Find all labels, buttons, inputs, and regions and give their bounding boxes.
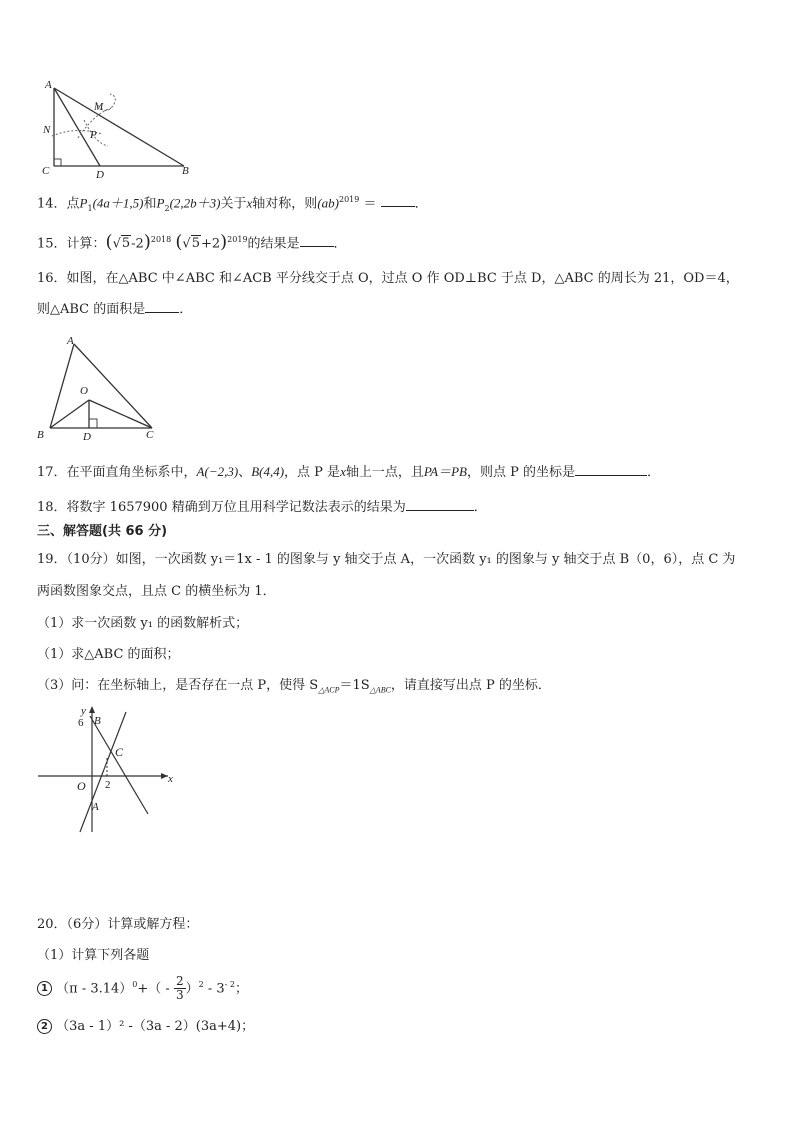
q15-term-1: -2: [131, 236, 144, 252]
q20-e1-c: +（ -: [137, 981, 170, 997]
q14-p2-coord: (2,2b＋3): [169, 195, 221, 211]
fig2-label-a: A: [67, 335, 74, 347]
question-19-line-1: 19．（10分）如图，一次函数 y₁＝1x - 1 的图象与 y 轴交于点 A，一次函数 y₁ 的图象与 y 轴交于点 B（0，6），点 C 为: [37, 552, 736, 567]
answer-blank: [381, 194, 415, 207]
fig3-label-six: 6: [78, 717, 84, 729]
fig1-label-p: P: [90, 129, 97, 141]
q14-end: ．: [414, 196, 428, 212]
q17-point-b: B(4,4): [251, 464, 285, 479]
fig3-label-b: B: [94, 715, 101, 727]
question-18: [37, 498, 487, 518]
fig3-label-y: y: [81, 705, 86, 717]
question-19-line-2: 两函数图象交点，且点 C 的横坐标为 1．: [37, 584, 276, 599]
q16-text: 则△ABC 的面积是: [37, 302, 146, 317]
q14-x: x: [246, 195, 253, 211]
q17-text-a: 17．在平面直角坐标系中，: [37, 465, 197, 480]
q20-e1-b: 0: [132, 980, 138, 989]
q14-p2: P: [156, 195, 165, 211]
circled-number-2: 2: [37, 1019, 52, 1034]
fraction-denominator: 3: [175, 988, 184, 1003]
q19-p3-a: （3）问：在坐标轴上，是否存在一点 P，使得 S: [37, 678, 319, 693]
answer-blank: [145, 300, 179, 313]
q17-sep: 、: [238, 465, 252, 480]
q14-ab: (ab): [317, 195, 339, 211]
q20-e1-g: - 2: [224, 980, 235, 989]
q15-radicand-2: 5: [191, 236, 200, 252]
answer-blank: [300, 234, 334, 247]
fig1-label-n: N: [43, 124, 51, 136]
q17-equation: PA＝PB: [423, 464, 467, 479]
fig3-label-a: A: [92, 801, 99, 813]
circled-number-1: 1: [37, 981, 52, 996]
fig1-label-a: A: [45, 79, 52, 91]
question-20-line-1: 20．（6分）计算或解方程：: [37, 917, 199, 932]
question-19-part-1: （1）求一次函数 y₁ 的函数解析式；: [37, 616, 249, 631]
question-16-line-1: 16．如图，在△ABC 中∠ABC 和∠ACB 平分线交于点 O，过点 O 作 OD⊥BC 于点 D，△ABC 的周长为 21，OD＝4，: [37, 271, 739, 286]
fig2-label-o: O: [80, 385, 88, 397]
q14-p1-coord: (4a＋1,5): [92, 195, 144, 211]
q16-end: ．: [179, 302, 193, 317]
q17-end: ．: [646, 465, 660, 480]
q17-text-c: 轴上一点，且: [345, 465, 424, 480]
q20-e1-f: - 3: [203, 981, 225, 997]
q15-number: 15．计算：: [37, 236, 106, 252]
fig1-label-b: B: [182, 165, 189, 177]
q20-e1-a: （π - 3.14）: [56, 981, 133, 997]
q20-e1-d: ）: [185, 981, 199, 997]
fig1-label-d: D: [96, 169, 104, 180]
answer-blank: [575, 463, 647, 476]
q14-exp: 2019: [338, 195, 360, 204]
question-19-part-2: （1）求△ABC 的面积；: [37, 647, 180, 662]
q17-text-d: ，则点 P 的坐标是: [466, 465, 575, 480]
fig1-label-c: C: [42, 165, 50, 177]
question-17: [37, 462, 660, 483]
q18-end: ．: [473, 500, 487, 515]
question-16-line-2: [37, 300, 192, 320]
q15-exp-1: 2018: [150, 235, 172, 244]
q14-eq: ＝: [363, 196, 377, 212]
q19-p3-sub2: △ABC: [369, 685, 391, 695]
q20-e1-e: 2: [198, 980, 204, 989]
triangle-construction-figure: [36, 78, 196, 180]
fig2-label-c: C: [146, 429, 154, 441]
q14-number: 14．点: [37, 196, 80, 212]
q14-p1-sub: 1: [87, 203, 93, 213]
q15-tail: 的结果是: [247, 236, 300, 252]
fig1-label-m: M: [94, 101, 104, 113]
q15-end: ．: [333, 236, 347, 252]
fig2-label-b: B: [37, 429, 44, 441]
q14-mid: 关于: [220, 196, 247, 212]
fig2-label-d: D: [83, 431, 91, 443]
q19-p3-b: ＝1S: [339, 678, 370, 693]
q19-p3-sub1: △ACP: [318, 685, 340, 695]
q15-radicand-1: 5: [121, 236, 131, 252]
question-14: [37, 190, 428, 219]
q14-p2-sub: 2: [164, 203, 170, 213]
q20-e1-h: ；: [234, 981, 248, 997]
answer-blank: [406, 498, 474, 511]
q14-p1: P: [79, 195, 88, 211]
fraction-two-thirds: [174, 975, 186, 1002]
q17-text-b: ，点 P 是: [284, 465, 341, 480]
question-15: 15．计算：$(√5-2)^{2018}$ $(√5+2)^{2019}$的结果是 ．: [37, 231, 347, 253]
fig3-label-c: C: [115, 745, 124, 759]
question-19-part-3: [37, 676, 551, 701]
q14-mid2: 轴对称，则: [252, 196, 318, 212]
q14-and: 和: [143, 196, 157, 212]
triangle-incenter-figure: [34, 332, 164, 444]
question-20-part-1: （1）计算下列各题: [37, 948, 150, 963]
q18-text: 18．将数字 1657900 精确到万位且用科学记数法表示的结果为: [37, 500, 406, 515]
q17-point-a: A(−2,3): [196, 464, 239, 479]
q15-term-2: +2: [200, 236, 221, 252]
q15-exp-2: 2019: [227, 235, 248, 244]
q17-x: x: [340, 464, 346, 479]
fig3-label-x: x: [168, 773, 173, 785]
fig3-label-two: 2: [105, 779, 111, 791]
fraction-numerator: 2: [175, 974, 184, 989]
q20-e2: （3a - 1）² -（3a - 2）(3a+4)；: [56, 1019, 255, 1034]
fig3-label-o: O: [77, 779, 86, 793]
question-20-expr-1: [37, 970, 248, 1004]
question-20-expr-2: [37, 1017, 254, 1037]
linear-functions-graph: [34, 702, 184, 836]
q19-p3-c: ，请直接写出点 P 的坐标．: [390, 678, 551, 693]
section-title: 三、解答题(共 66 分): [37, 524, 168, 539]
